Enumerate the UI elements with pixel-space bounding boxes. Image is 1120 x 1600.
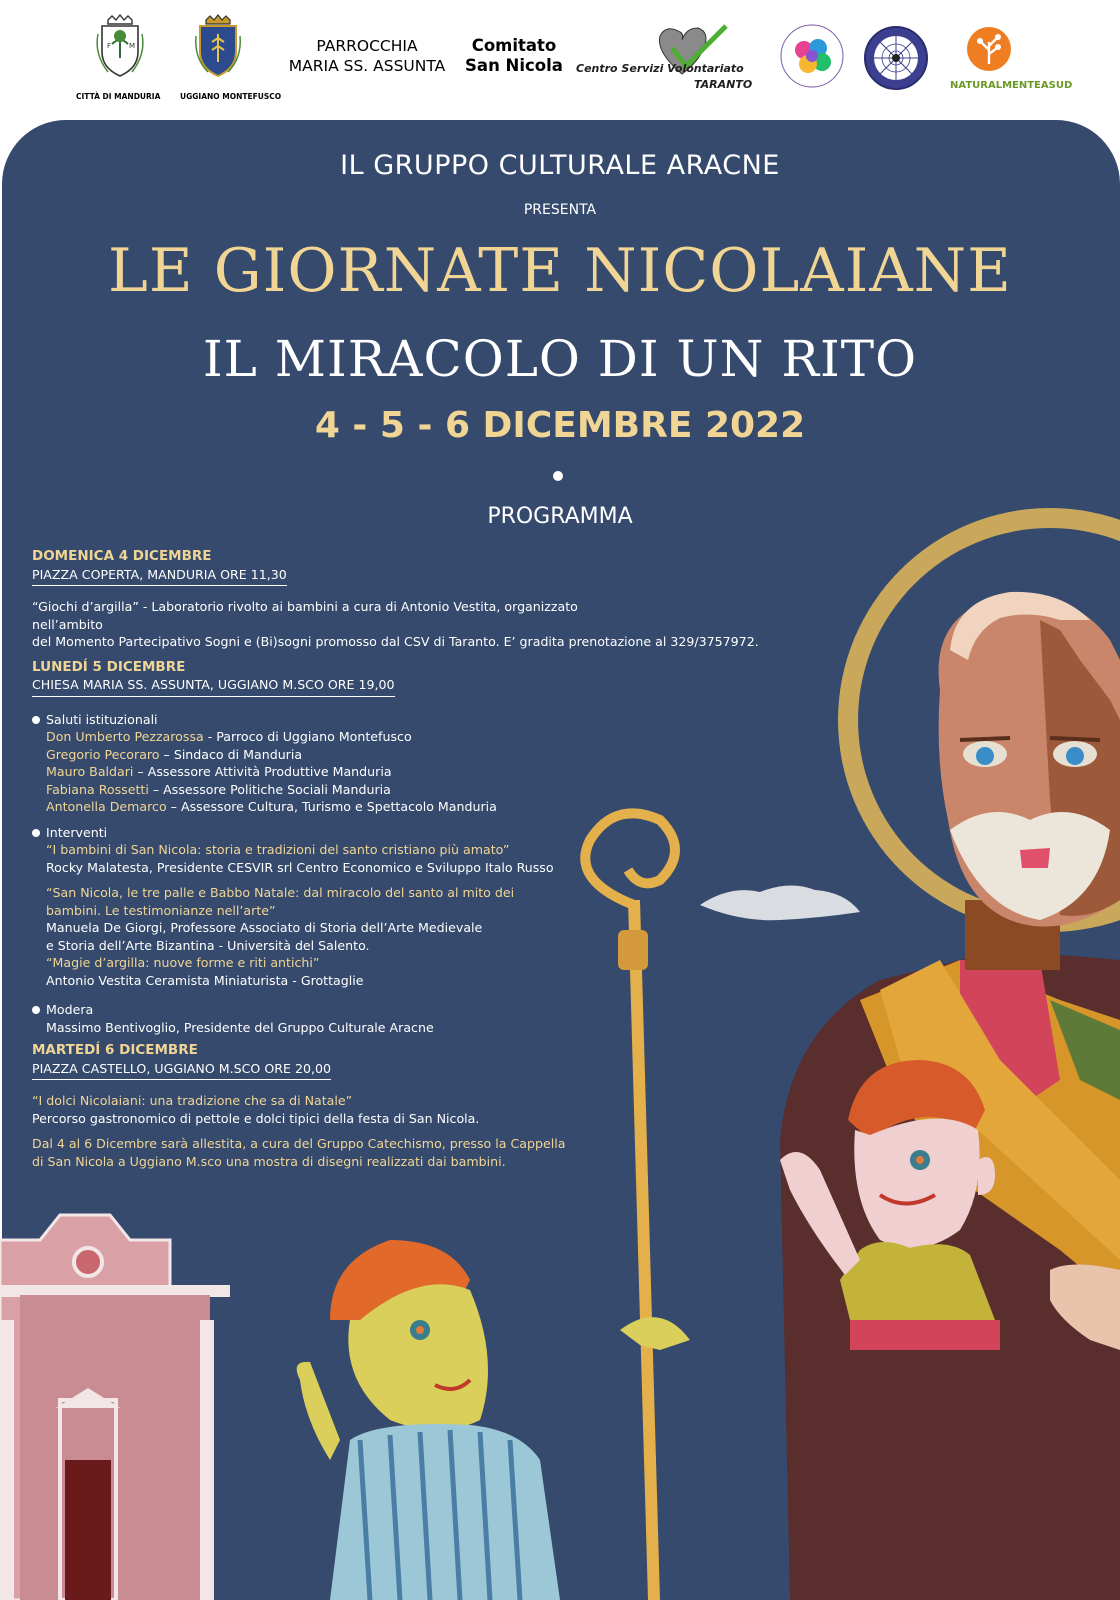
- program: [32, 548, 759, 1170]
- day3-heading: MARTEDÍ 6 DICEMBRE: [32, 1042, 198, 1058]
- csv-line2: TARANTO: [694, 78, 753, 91]
- separator-dot: [553, 471, 563, 481]
- intervento-1-title: “I bambini di San Nicola: storia e tradizioni del santo cristiano più amato”: [46, 842, 510, 857]
- modera-label: Modera: [46, 1002, 94, 1017]
- modera-name: Massimo Bentivoglio, Presidente del Gruppo Culturale Aracne: [46, 1019, 434, 1035]
- saluti-item: Antonella Demarco – Assessore Cultura, Turismo e Spettacolo Manduria: [46, 799, 497, 814]
- day3-note1: Dal 4 al 6 Dicembre sarà allestita, a cura del Gruppo Catechismo, presso la Cappella: [32, 1136, 566, 1151]
- saluti-item: Mauro Baldari – Assessore Attività Produttive Manduria: [46, 764, 392, 779]
- naturalmente-tree-icon: [966, 26, 1012, 72]
- intervento-2-speaker: Manuela De Giorgi, Professore Associato di Storia dell’Arte Medievale: [46, 920, 483, 935]
- manduria-caption: CITTÀ DI MANDURIA: [76, 92, 161, 101]
- bullet-icon: [32, 716, 40, 724]
- day3-location: PIAZZA CASTELLO, UGGIANO M.SCO ORE 20,00: [32, 1060, 331, 1081]
- comitato-logo: [460, 36, 568, 76]
- day2-heading: LUNEDÍ 5 DICEMBRE: [32, 658, 186, 675]
- manduria-crest-icon: [94, 14, 146, 78]
- intervento-2-speaker-cont: e Storia dell’Arte Bizantina - Università del Salento.: [46, 937, 370, 953]
- presenta-label: PRESENTA: [523, 202, 597, 218]
- bullet-icon: [32, 1006, 40, 1014]
- uggiano-caption: UGGIANO MONTEFUSCO: [180, 92, 282, 101]
- day3-desc-title: “I dolci Nicolaiani: una tradizione che sa di Natale”: [32, 1093, 353, 1108]
- naturalmente-caption: NATURALMENTEASUD: [950, 80, 1073, 91]
- logo-strip: [0, 0, 1120, 118]
- day3-note2: di San Nicola a Uggiano M.sco una mostra di disegni realizzati dai bambini.: [32, 1153, 506, 1169]
- saluti-section: [32, 711, 652, 816]
- bullet-icon: [32, 829, 40, 837]
- day1-desc2: del Momento Partecipativo Sogni e (Bi)sogni promosso dal CSV di Taranto. E’ gradita prenotazione al 329/3757972.: [32, 634, 759, 649]
- colorful-circle-logo-icon: [778, 22, 846, 90]
- saluti-label: Saluti istituzionali: [46, 711, 158, 727]
- event-title: LE GIORNATE NICOLAIANE: [108, 236, 1012, 306]
- svg-text:M: M: [129, 42, 136, 50]
- organizer-title: IL GRUPPO CULTURALE ARACNE: [340, 150, 780, 181]
- parrocchia-line1: PARROCCHIA: [316, 37, 418, 55]
- interventi-section: [32, 824, 652, 990]
- comitato-line1: Comitato: [471, 36, 557, 55]
- saluti-item: Don Umberto Pezzarossa - Parroco di Uggiano Montefusco: [46, 729, 412, 744]
- saluti-item: Gregorio Pecoraro – Sindaco di Manduria: [46, 746, 303, 762]
- day3-desc: Percorso gastronomico di pettole e dolci tipici della festa di San Nicola.: [32, 1110, 480, 1126]
- intervento-1-speaker: Rocky Malatesta, Presidente CESVIR srl Centro Economico e Sviluppo Italo Russo: [46, 859, 554, 875]
- event-dates: 4 - 5 - 6 DICEMBRE 2022: [314, 405, 806, 446]
- intervento-2-title-cont: bambini. Le testimonianze nell’arte”: [46, 902, 276, 918]
- spider-web-logo-icon: [862, 24, 930, 92]
- event-subtitle: IL MIRACOLO DI UN RITO: [202, 330, 918, 388]
- intervento-2-title: “San Nicola, le tre palle e Babbo Natale: dal miracolo del santo al mito dei: [46, 885, 515, 900]
- modera-section: [32, 1001, 652, 1036]
- saluti-item: Fabiana Rossetti – Assessore Politiche Sociali Manduria: [46, 781, 391, 797]
- day1-desc1: “Giochi d’argilla” - Laboratorio rivolto ai bambini a cura di Antonio Vestita, organizzato nell’ambito: [32, 599, 578, 632]
- comitato-line2: San Nicola: [465, 56, 563, 75]
- interventi-label: Interventi: [46, 824, 108, 840]
- csv-line1: Centro Servizi Volontariato: [576, 62, 744, 75]
- svg-text:F: F: [107, 42, 112, 50]
- programma-heading: PROGRAMMA: [487, 504, 633, 529]
- day1-heading: DOMENICA 4 DICEMBRE: [32, 548, 212, 564]
- parrocchia-logo: [284, 36, 450, 76]
- intervento-3-speaker: Antonio Vestita Ceramista Miniaturista - Grottaglie: [46, 972, 364, 988]
- day1-location: PIAZZA COPERTA, MANDURIA ORE 11,30: [32, 566, 287, 587]
- parrocchia-line2: MARIA SS. ASSUNTA: [288, 57, 446, 75]
- day2-location: CHIESA MARIA SS. ASSUNTA, UGGIANO M.SCO ORE 19,00: [32, 676, 395, 697]
- intervento-3-title: “Magie d’argilla: nuove forme e riti antichi”: [46, 955, 320, 970]
- uggiano-crest-icon: [192, 14, 244, 78]
